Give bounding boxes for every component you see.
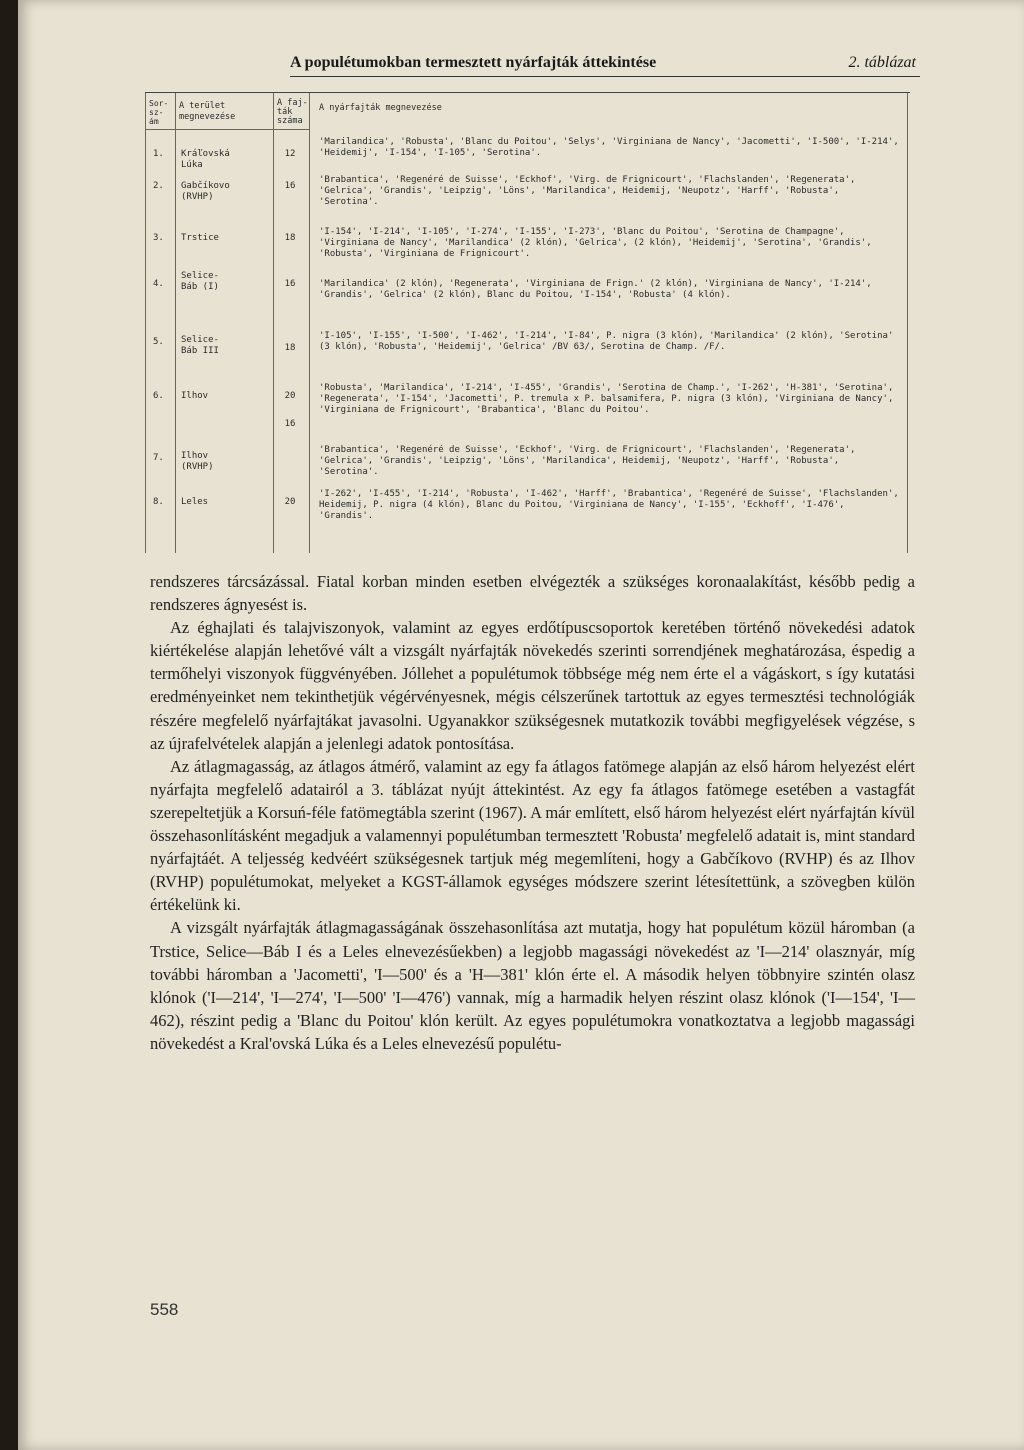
row-number: 8. [153,497,164,507]
row-count: 20 [284,497,296,507]
table-border-right [907,93,908,553]
row-count: 12 [284,149,296,159]
header-fajtak-szama: A faj- ták száma [277,98,308,126]
row-count: 16 [284,419,296,429]
row-area: Selice- Báb (I) [181,271,219,292]
row-count: 18 [284,343,296,353]
header-fajtak-megnevezese: A nyárfajták megnevezése [319,103,442,113]
column-divider [309,93,310,553]
row-cultivars: 'I-262', 'I-455', 'I-214', 'Robusta', 'I-462', 'Harff', 'Brabantica', 'Regenéré de Suisse', 'Flachslanden', Heidemij, P. nigra (4 klón), Blanc du Poitou, 'Virginiana de Nancy', 'I-155', 'Eckhoff', 'I-476', 'Grandis'. [319,489,899,521]
row-cultivars: 'I-105', 'I-155', 'I-500', 'I-462', 'I-214', 'I-84', P. nigra (3 klón), 'Marilandica' (2 klón), 'Serotina' (3 klón), 'Robusta', 'Heidemij', 'Gelrica' /BV 63/, Serotina de Champ. /F/. [319,331,894,352]
row-cultivars: 'I-154', 'I-214', 'I-105', 'I-274', 'I-155', 'I-273', 'Blanc du Poitou', 'Serotina de Champagne', 'Virginiana de Nancy', 'Marilandica' (2 klón), 'Gelrica', (2 klón), 'Heidemij', 'Serotina', 'Grandis', 'Robusta', 'Virginiana de Frignicourt'. [319,227,872,259]
row-number: 6. [153,391,164,401]
paragraph: Az átlagmagasság, az átlagos átmérő, valamint az egy fa átlagos fatömege alapján az első három helyezést elért nyárfajta megfelelő adatairól a 3. táblázat nyújt áttekintést. Az egy fa átlagos fatömege esetében a vastagfát szerepeltetjük a Korsuń-féle fatömegtábla szerint (1967). A már említett, első három helyezést elért nyárfajtán kívül összehasonlításként megadjuk a valamennyi populétumban termesztett 'Robusta' megfelelő adatait is, mint standard nyárfajtáét. A teljesség kedvéért szükségesnek tartjuk még megemlíteni, hogy a Gabčíkovo (RVHP) és az Ilhov (RVHP) populétumokat, melyeket a KGST-államok egységes módszere szerint létesítettünk, a szövegben külön értékelünk ki. [150,756,915,915]
document-page [18,0,1024,1450]
row-area: Kráľovská Lúka [181,149,230,170]
row-cultivars: 'Marilandica', 'Robusta', 'Blanc du Poitou', 'Selys', 'Virginiana de Nancy', 'Jacometti', 'I-500', 'I-214', 'Heidemij', 'I-154', 'I-105', 'Serotina'. [319,137,899,158]
page-number: 558 [150,1300,179,1319]
row-count: 18 [284,233,296,243]
row-area: Ilhov [181,391,209,401]
row-count: 20 [284,391,296,401]
paragraph: A vizsgált nyárfajták átlagmagasságának összehasonlítása azt mutatja, hogy hat populétum közül háromban (a Trstice, Selice—Báb I és a Leles elnevezésűekben) a legjobb magassági növekedést az 'I—214' olasznyár, míg további háromban a 'Jacometti', 'I—500' és a 'H—381' klón érte el. A második helyen többnyire szintén olasz klónok ('I—214', 'I—274', 'I—500' 'I—476') vannak, míg a harmadik helyen részint olasz klónok ('I—154', 'I—462), részint pedig a 'Blanc du Poitou' klón került. Az egyes populétumokra vonatkoztatva a legjobb magassági növekedést a Kral'ovská Lúka és a Leles elnevezésű populétu- [150,918,915,1053]
row-cultivars: 'Marilandica' (2 klón), 'Regenerata', 'Virginiana de Frign.' (2 klón), 'Virginiana de Nancy', 'I-214', 'Grandis', 'Gelrica' (2 klón), Blanc du Poitou, 'I-154', 'Robusta' (4 klón). [319,279,872,300]
row-area: Leles [181,497,209,507]
row-number: 3. [153,233,164,243]
row-area: Gabčíkovo (RVHP) [181,181,230,202]
row-area: Selice- Báb III [181,335,219,356]
page-title: A populétumokban termesztett nyárfajták áttekintése [290,54,657,71]
table-border-left [145,93,146,553]
row-cultivars: 'Robusta', 'Marilandica', 'I-214', 'I-455', 'Grandis', 'Serotina de Champ.', 'I-262', 'H-381', 'Serotina', 'Regenerata', 'I-154', 'Jacometti', P. tremula x P. balsamifera, P. nigra (3 klón), 'Virginiana de Nancy', 'Virginiana de Frignicourt', 'Brabantica', 'Blanc du Poitou'. [319,383,894,415]
header-divider [145,129,309,130]
body-text [150,570,915,1055]
column-divider [175,93,176,553]
row-number: 2. [153,181,164,191]
row-cultivars: 'Brabantica', 'Regenéré de Suisse', 'Eckhof', 'Virg. de Frignicourt', 'Flachslanden', 'Regenerata', 'Gelrica', 'Grandis', 'Leipzig', 'Löns', 'Marilandica', Heidemij, 'Neupotz', 'Harff', 'Robusta', 'Serotina'. [319,175,856,207]
paragraph: rendszeres tárcsázással. Fiatal korban minden esetben elvégezték a szükséges koronaalakítást, később pedig a rendszeres ágnyesést is. [150,572,915,615]
row-count: 16 [284,279,296,289]
row-count: 16 [284,181,296,191]
page-header [290,54,920,77]
column-divider [273,93,274,553]
row-area: Trstice [181,233,219,243]
table-reference: 2. táblázat [848,54,916,71]
cultivar-table [145,92,910,553]
paragraph: Az éghajlati és talajviszonyok, valamint az egyes erdőtípuscsoportok keretében történő növekedési adatok kiértékelése alapján lehetővé vált a vizsgált nyárfajták növekedés szerinti sorrendjének meghatározása, éspedig a termőhelyi viszonyok függvényében. Jóllehet a populétumok többsége még nem érte el a vágáskort, s így kutatási eredményeinket nem tekinthetjük végérvényesnek, mégis célszerűnek tartottuk az egyes termesztési technológiák részére megfelelő nyárfajtákat javasolni. Ugyanakkor szükségesnek mutatkozik további megfigyelések végzése, s az újrafelvételek alapján a jelenlegi adatok pontosítása. [150,618,915,753]
row-area: Ilhov (RVHP) [181,451,214,472]
header-terulet: A terület megnevezése [179,101,236,122]
row-number: 5. [153,337,164,347]
row-cultivars: 'Brabantica', 'Regenéré de Suisse', 'Eckhof', 'Virg. de Frignicourt', 'Flachslanden', 'Regenerata', 'Gelrica', 'Grandis', 'Leipzig', 'Löns', 'Marilandica', Heidemij, 'Neupotz', 'Harff', 'Robusta', 'Serotina'. [319,445,856,477]
row-number: 7. [153,453,164,463]
row-number: 1. [153,149,164,159]
header-sorszam: Sor- sz- ám [149,99,169,126]
row-number: 4. [153,279,164,289]
